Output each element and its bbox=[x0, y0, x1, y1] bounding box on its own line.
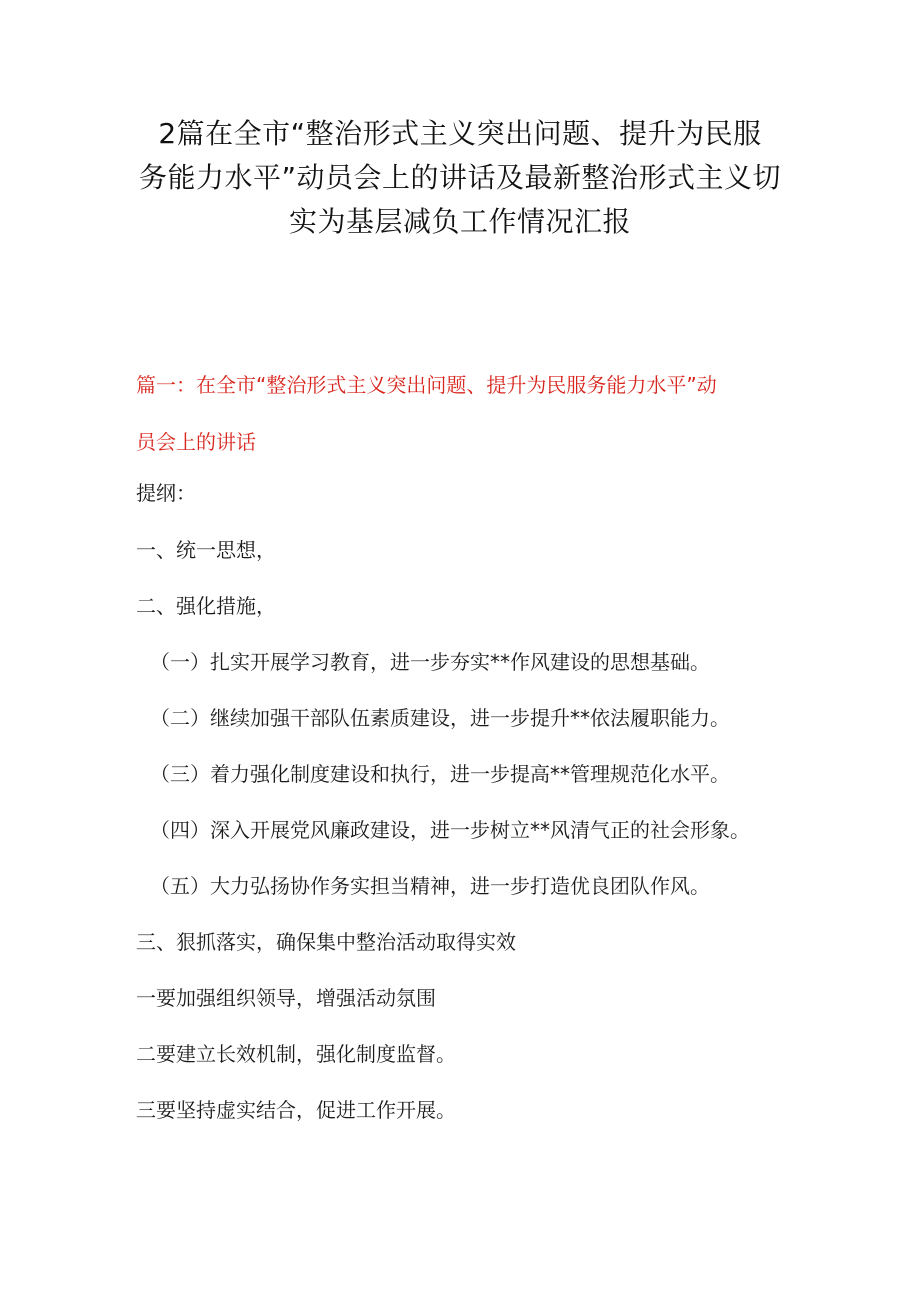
outline-point: 二要建立长效机制，强化制度监督。 bbox=[136, 1042, 456, 1066]
outline-point: 一要加强组织领导，增强活动氛围 bbox=[136, 986, 436, 1010]
title-line: 务能力水平”动员会上的讲话及最新整治形式主义切 bbox=[138, 161, 781, 194]
outline-subpoint: （三）着力强化制度建设和执行，进一步提高**管理规范化水平。 bbox=[150, 762, 730, 786]
outline-point: 一、统一思想， bbox=[136, 538, 276, 562]
section-heading-line: 篇一：在全市“整治形式主义突出问题、提升为民服务能力水平”动 bbox=[136, 373, 717, 397]
outline-subpoint: （一）扎实开展学习教育，进一步夯实**作风建设的思想基础。 bbox=[150, 650, 710, 674]
section-heading-line: 员会上的讲话 bbox=[136, 430, 256, 454]
title-line: 实为基层减负工作情况汇报 bbox=[288, 205, 631, 238]
outline-subpoint: （二）继续加强干部队伍素质建设，进一步提升**依法履职能力。 bbox=[150, 706, 730, 730]
document-title bbox=[120, 112, 800, 244]
outline-point: 三要坚持虚实结合，促进工作开展。 bbox=[136, 1098, 456, 1122]
outline-point: 三、狠抓落实，确保集中整治活动取得实效 bbox=[136, 930, 516, 954]
outline-subpoint: （五）大力弘扬协作务实担当精神，进一步打造优良团队作风。 bbox=[150, 874, 710, 898]
outline-point: 二、强化措施， bbox=[136, 594, 276, 618]
outline-subpoint: （四）深入开展党风廉政建设，进一步树立**风清气正的社会形象。 bbox=[150, 818, 750, 842]
section-heading bbox=[136, 357, 776, 471]
outline-label: 提纲： bbox=[136, 481, 196, 505]
title-line: 2篇在全市“整治形式主义突出问题、提升为民服 bbox=[158, 117, 762, 150]
